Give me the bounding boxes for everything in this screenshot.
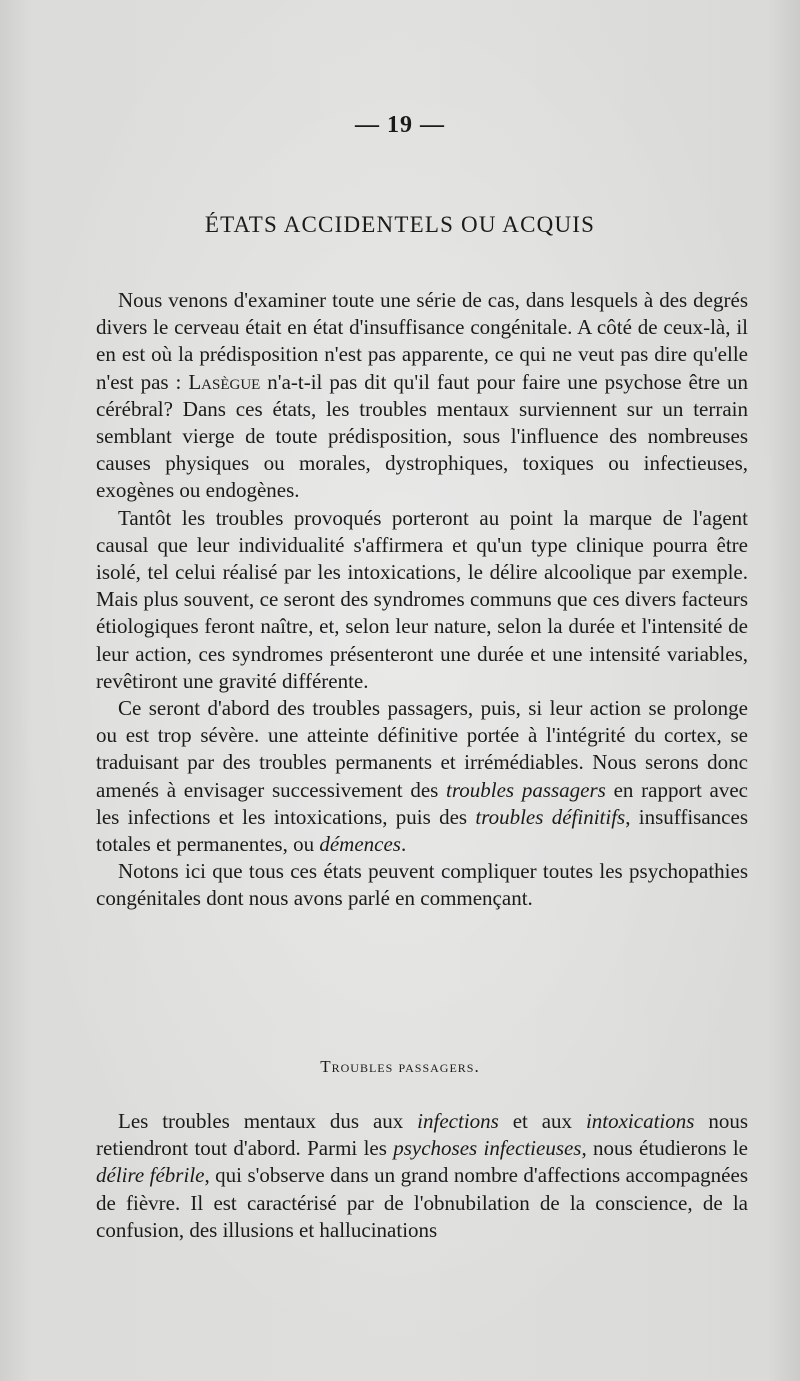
section-title	[0, 1057, 800, 1077]
paragraph	[96, 287, 748, 505]
body-text-section-2	[96, 1108, 748, 1244]
text-run: n'a-t-il pas dit qu'il faut pour faire une psychose être un cérébral? Dans ces états, les troubles mentaux surviennent sur un terrain semblant vierge de toute prédisposition, sous l'influence des nombreuses causes physiques ou morales, dystrophiques, toxiques ou infectieuses, exogènes ou endogènes.	[96, 369, 748, 503]
italic-term: délire fébrile	[96, 1163, 205, 1188]
italic-term: infections	[417, 1109, 499, 1133]
text-run: Ce seront d'abord des troubles passagers, puis, si leur action se prolonge ou est trop sévère. une atteinte définitive portée à l'intégrité du cortex, se traduisant par des troubles permanents et irrémédiables. Nous serons donc amenés à envisager successivement des	[96, 696, 748, 802]
italic-term: intoxications	[585, 1109, 695, 1133]
text-run: Tantôt les troubles provoqués porteront au point la marque de l'agent causal que leur individualité s'affirmera et qu'un type clinique pourra être isolé, tel celui réalisé par les intoxications, le délire alcoolique par exemple. Mais plus souvent, ce seront des syndromes communs que ces divers facteurs étiologiques feront naître, et, selon leur nature, selon la durée et l'intensité de leur action, ces syndromes présenteront une durée et une intensité variables, revêtiront une gravité différente.	[96, 505, 748, 693]
text-run: , qui s'observe dans un grand nombre d'affections accompagnées de fièvre. Il est caractérisé par de l'obnubilation de la conscience, de la confusion, des illusions et hallucinations	[96, 1163, 748, 1242]
paragraph	[96, 505, 748, 695]
body-text-section-1	[96, 287, 748, 913]
text-run: Notons ici que tous ces états peuvent compliquer toutes les psychopathies congénitales dont nous avons parlé en commençant.	[96, 859, 748, 911]
page-number: — 19 —	[355, 112, 445, 138]
author-name: Lasègue	[188, 369, 261, 394]
italic-term: psychoses infectieuses	[393, 1136, 582, 1161]
text-run: .	[400, 832, 407, 857]
section-title-text: Troubles passagers.	[320, 1057, 480, 1076]
text-run: et aux	[498, 1109, 586, 1133]
italic-term: démences	[319, 832, 401, 857]
text-run: Nous venons d'examiner toute une série de cas, dans lesquels à des degrés divers le cerveau était en état d'insuffisance congénitale. A côté de ceux-là, il en est où la prédisposition n'est pas apparente, ce qui ne veut pas dire qu'elle n'est pas :	[96, 288, 748, 394]
text-run: Les troubles mentaux dus aux	[118, 1109, 418, 1133]
text-run: , nous étudierons le	[581, 1136, 748, 1161]
italic-term: troubles passagers	[446, 777, 606, 802]
italic-term: troubles définitifs	[475, 804, 626, 829]
text-run: nous retiendront tout d'abord. Parmi les	[96, 1109, 748, 1161]
paragraph	[96, 858, 748, 912]
chapter-title: ÉTATS ACCIDENTELS OU ACQUIS	[204, 212, 596, 237]
paragraph	[96, 1108, 748, 1244]
paragraph	[96, 695, 748, 858]
text-run: en rapport avec les infections et les intoxications, puis des	[96, 777, 748, 829]
text-run: , insuffisances totales et permanentes, ou	[96, 804, 748, 857]
